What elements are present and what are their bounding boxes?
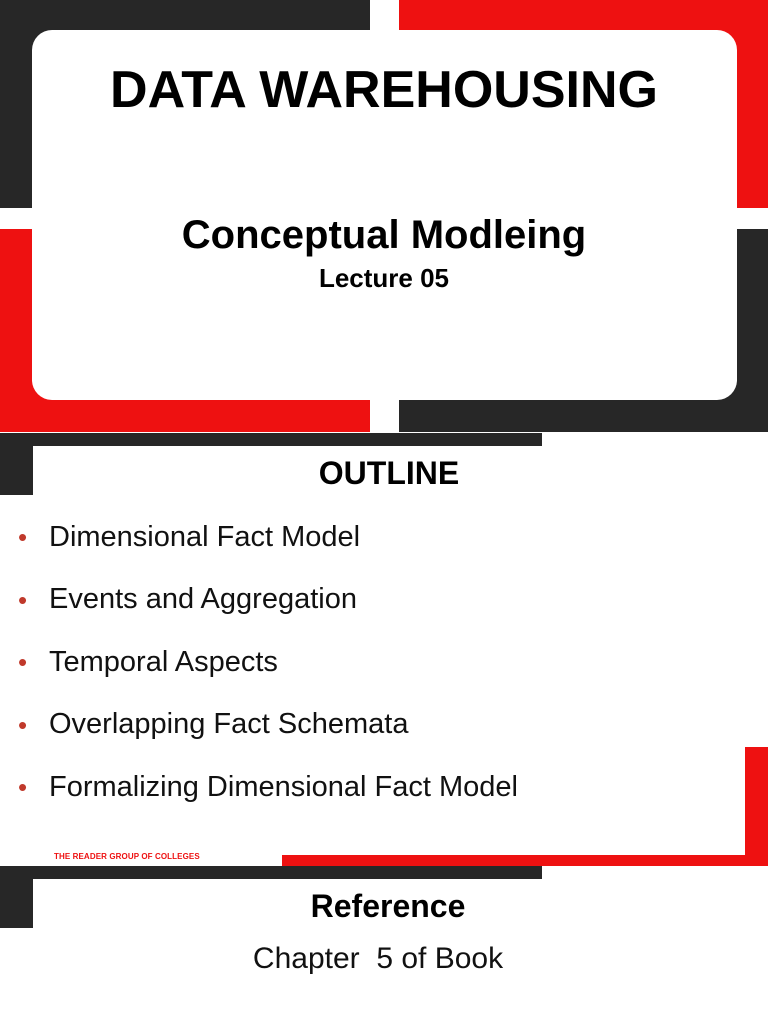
outline-item	[18, 694, 738, 757]
outline-item	[18, 756, 738, 819]
reference-text: Chapter 5 of Book	[252, 942, 504, 975]
college-footer: THE READER GROUP OF COLLEGES	[54, 852, 200, 861]
bullet-icon: •	[18, 647, 28, 678]
lecture-number: Lecture 05	[318, 263, 450, 293]
outline-list	[18, 506, 738, 819]
slide-subtitle: Conceptual Modleing	[181, 213, 587, 257]
outline-item	[18, 569, 738, 632]
slide2-dark-bar-top	[0, 433, 542, 446]
outline-item-text: Temporal Aspects	[49, 645, 278, 678]
outline-heading: OUTLINE	[318, 455, 460, 491]
bullet-icon: •	[18, 584, 28, 615]
slide2-red-bar-right	[745, 747, 768, 865]
outline-item-text: Dimensional Fact Model	[49, 520, 361, 553]
bullet-icon: •	[18, 709, 28, 740]
bullet-icon: •	[18, 772, 28, 803]
slide3-dark-bar-top	[0, 866, 542, 879]
outline-item	[18, 631, 738, 694]
bullet-icon: •	[18, 522, 28, 553]
outline-item-text: Events and Aggregation	[49, 583, 357, 616]
outline-item-text: Formalizing Dimensional Fact Model	[49, 770, 518, 803]
reference-heading: Reference	[310, 888, 466, 924]
slide-title: DATA WAREHOUSING	[110, 61, 658, 119]
outline-item-text: Overlapping Fact Schemata	[49, 708, 409, 741]
outline-item	[18, 506, 738, 569]
slide2-red-bar-bottom	[282, 855, 768, 866]
